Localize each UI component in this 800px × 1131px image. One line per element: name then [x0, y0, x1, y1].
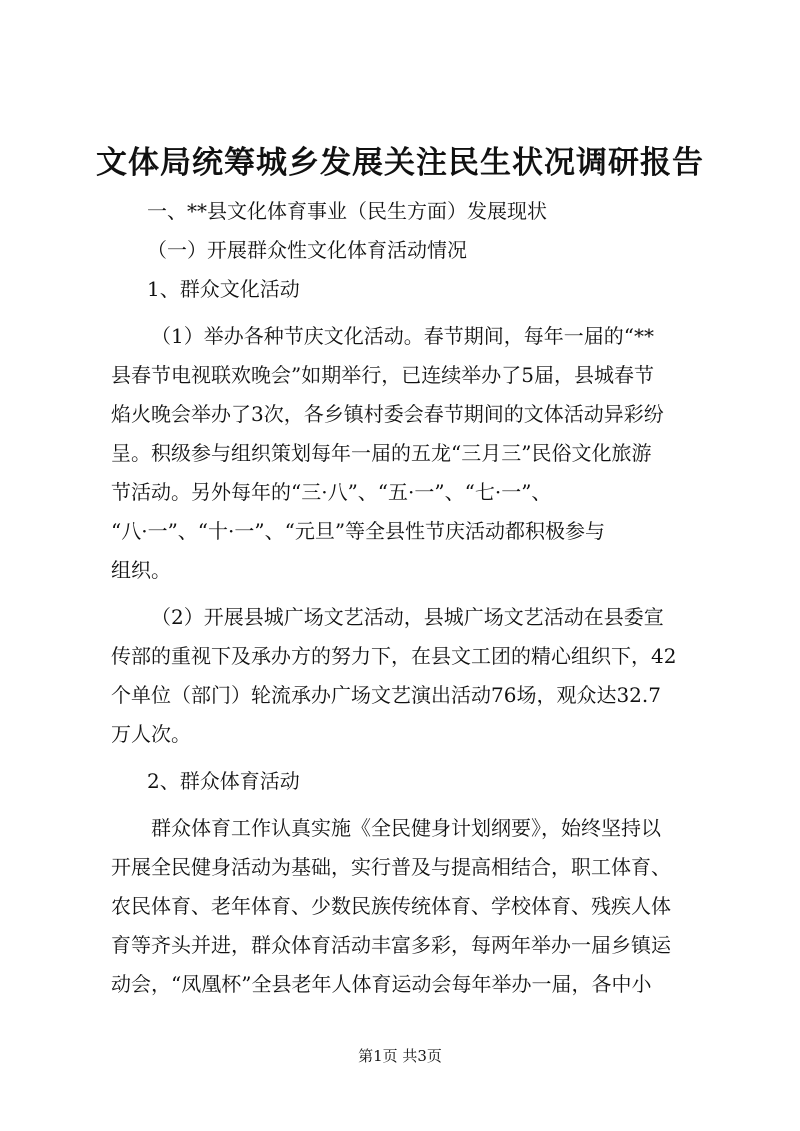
page-footer: 第1页 共3页	[358, 1047, 442, 1065]
subsection-heading: （一）开展群众性文化体育活动情况	[147, 238, 467, 262]
paragraph-line: 节活动。另外每年的“三·八”、“五·一”、“七·一”、	[111, 480, 552, 504]
item-heading: 1、群众文化活动	[147, 277, 300, 301]
paragraph-line: 焰火晚会举办了3次，各乡镇村委会春节期间的文体活动异彩纷	[111, 402, 664, 426]
section-heading: 一、**县文化体育事业（民生方面）发展现状	[147, 199, 547, 223]
paragraph-line: 农民体育、老年体育、少数民族传统体育、学校体育、残疾人体	[111, 894, 671, 918]
paragraph-line: 传部的重视下及承办方的努力下，在县文工团的精心组织下，42	[111, 644, 677, 668]
paragraph-line: 开展全民健身活动为基础，实行普及与提高相结合，职工体育、	[111, 855, 671, 879]
paragraph-line: 呈。积级参与组织策划每年一届的五龙“三月三”民俗文化旅游	[111, 441, 652, 465]
paragraph-line: （2）开展县城广场文艺活动，县城广场文艺活动在县委宣	[151, 605, 664, 629]
paragraph-line: 组织。	[111, 558, 171, 582]
page-title: 文体局统筹城乡发展关注民生状况调研报告	[96, 145, 704, 181]
item-heading: 2、群众体育活动	[147, 769, 300, 793]
paragraph-line: 动会，“凤凰杯”全县老年人体育运动会每年举办一届，各中小	[111, 972, 652, 996]
paragraph-line: 县春节电视联欢晚会”如期举行，已连续举办了5届，县城春节	[111, 363, 654, 387]
document-body	[111, 192, 696, 1004]
paragraph-line: 万人次。	[111, 722, 191, 746]
paragraph-line: （1）举办各种节庆文化活动。春节期间，每年一届的“**	[151, 324, 654, 348]
paragraph-line: 个单位（部门）轮流承办广场文艺演出活动76场，观众达32.7	[111, 683, 661, 707]
paragraph-line: “八·一”、“十·一”、“元旦”等全县性节庆活动都积极参与	[111, 519, 606, 543]
paragraph-line: 群众体育工作认真实施《全民健身计划纲要》，始终坚持以	[151, 816, 661, 840]
paragraph-line: 育等齐头并进，群众体育活动丰富多彩，每两年举办一届乡镇运	[111, 933, 671, 957]
